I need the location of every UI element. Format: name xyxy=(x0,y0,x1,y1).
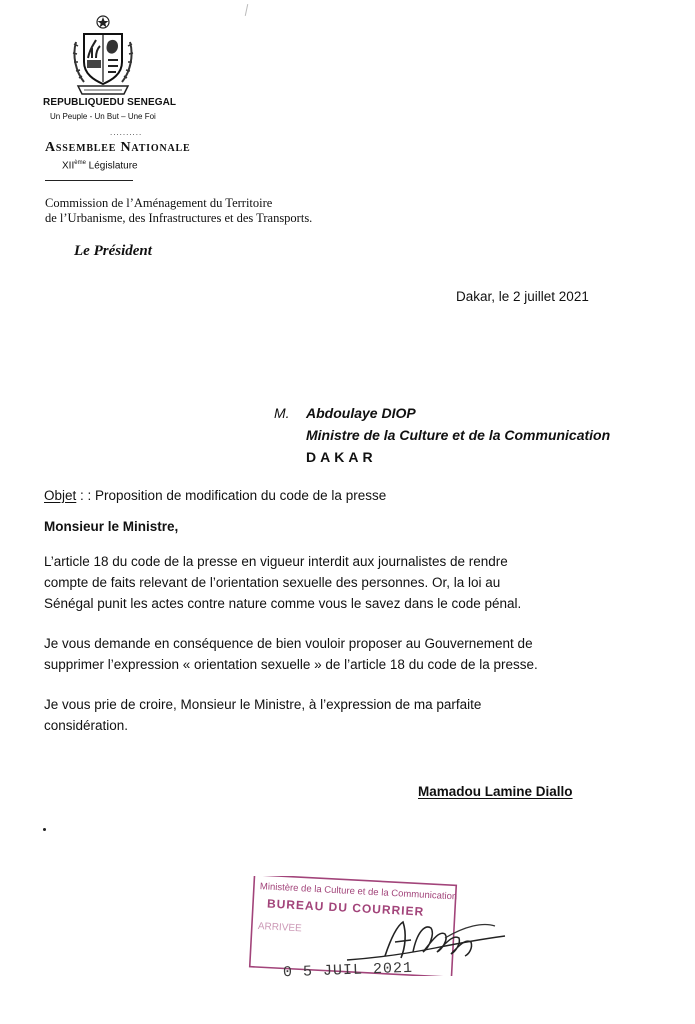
addressee-title: M. xyxy=(274,405,290,421)
commission-line-2: de l’Urbanisme, des Infrastructures et des Transports. xyxy=(45,211,313,225)
subject-text: : : Proposition de modification du code de la presse xyxy=(76,488,387,503)
divider-line xyxy=(45,180,133,181)
scan-mark xyxy=(245,4,248,16)
paragraph-1-line-3: Sénégal punit les actes contre nature comme vous le savez dans le code pénal. xyxy=(44,596,522,611)
letter-date: Dakar, le 2 juillet 2021 xyxy=(456,289,589,304)
signer-name: Mamadou Lamine Diallo xyxy=(418,784,573,799)
addressee-role: Ministre de la Culture et de la Communication xyxy=(306,427,611,443)
legislature-word: Législature xyxy=(85,160,138,172)
paragraph-3-line-2: considération. xyxy=(44,718,129,733)
paragraph-3-line-1: Je vous prie de croire, Monsieur le Ministre, à l’expression de ma parfaite xyxy=(44,697,482,712)
commission-name xyxy=(45,196,312,226)
national-motto: Un Peuple - Un But – Une Foi xyxy=(50,112,156,121)
addressee-city: DAKAR xyxy=(306,449,377,465)
addressee-block xyxy=(274,402,610,468)
addressee-name-row xyxy=(274,402,610,424)
paragraph-2 xyxy=(44,633,654,675)
subject-label: Objet xyxy=(44,488,77,503)
institution-name: Assemblee Nationale xyxy=(45,140,191,155)
salutation: Monsieur le Ministre, xyxy=(44,519,179,534)
paragraph-1-line-2: compte de faits relevant de l’orientation sexuelle des personnes. Or, la loi au xyxy=(44,575,501,590)
stamp-line-3: ARRIVEE xyxy=(257,921,302,935)
signatory-title: Le Président xyxy=(74,243,152,259)
legislature-numeral: XII xyxy=(62,160,75,172)
stray-dot xyxy=(43,828,46,831)
coat-of-arms-emblem xyxy=(70,12,136,98)
legislature-label xyxy=(62,160,138,171)
paragraph-2-line-1: Je vous demande en conséquence de bien vouloir proposer au Gouvernement de xyxy=(44,636,533,651)
paragraph-1-line-1: L’article 18 du code de la presse en vigueur interdit aux journalistes de rendre xyxy=(44,554,508,569)
paragraph-2-line-2: supprimer l’expression « orientation sexuelle » de l’article 18 du code de la presse. xyxy=(44,657,538,672)
addressee-name: Abdoulaye DIOP xyxy=(306,405,416,421)
country-name: REPUBLIQUEDU SENEGAL xyxy=(43,97,177,108)
separator-dots: .......... xyxy=(110,128,143,137)
stamp-line-1: Ministère de la Culture et de la Communication xyxy=(259,881,458,903)
commission-line-1: Commission de l’Aménagement du Territoire xyxy=(45,196,273,210)
paragraph-1 xyxy=(44,551,654,614)
paragraph-3 xyxy=(44,694,654,736)
stamp-date: 0 5 JUIL 2021 xyxy=(282,959,414,982)
subject-line xyxy=(44,488,386,503)
legislature-superscript: ème xyxy=(74,160,86,166)
handwritten-signature xyxy=(345,908,515,978)
stamp-line-2: BUREAU DU COURRIER xyxy=(266,896,425,919)
